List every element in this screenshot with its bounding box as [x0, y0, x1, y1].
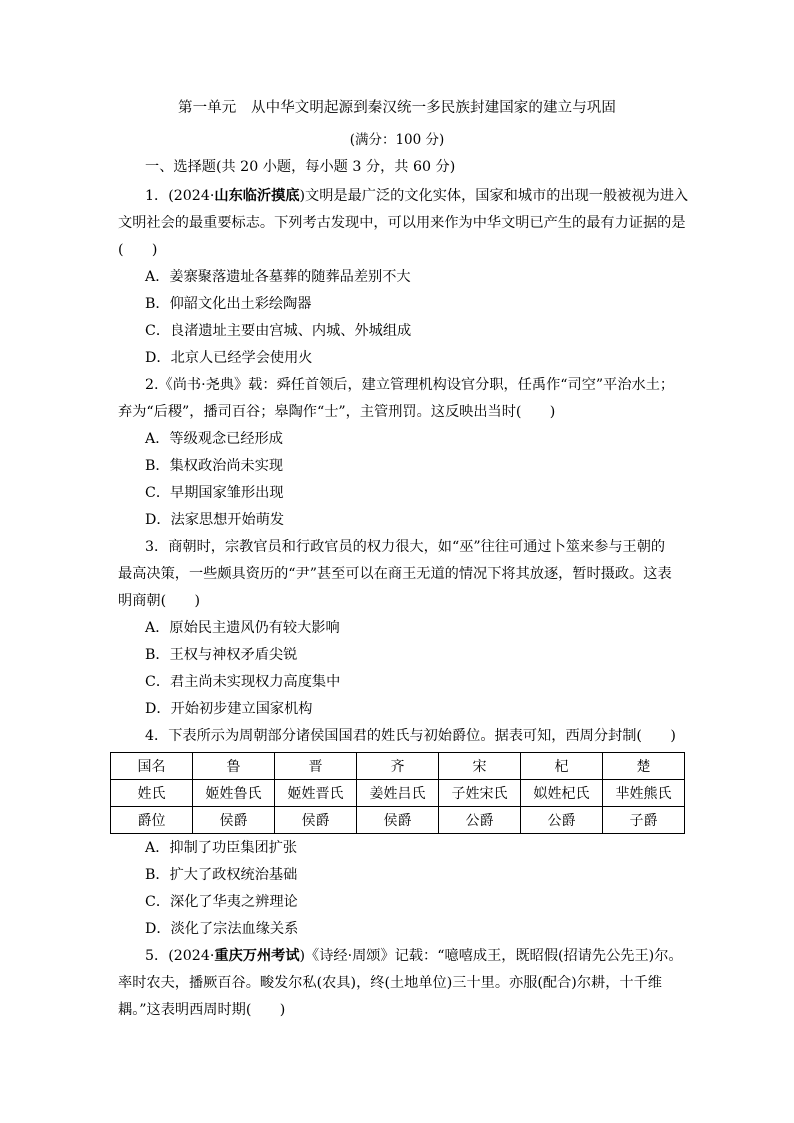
table-cell: 姜姓吕氏: [357, 780, 439, 807]
table-cell: 晋: [275, 753, 357, 780]
q1-option-d: D．北京人已经学会使用火: [145, 350, 313, 366]
table-cell: 子姓宋氏: [439, 780, 521, 807]
question-5-line-2: 率时农夫，播厥百谷。畯发尔私(农具)，终(土地单位)三十里。亦服(配合)尔耕，十千维: [118, 975, 662, 991]
table-cell: 齐: [357, 753, 439, 780]
q3-option-a: A．原始民主遗风仍有较大影响: [145, 620, 340, 636]
q1-prefix: 1．(2024·: [145, 188, 215, 204]
page-title: 第一单元 从中华文明起源到秦汉统一多民族封建国家的建立与巩固: [178, 100, 616, 116]
question-3-line-3: 明商朝( ): [118, 593, 201, 609]
question-4-stem: 4．下表所示为周朝部分诸侯国国君的姓氏与初始爵位。据表可知，西周分封制( ): [145, 728, 676, 744]
table-cell: 芈姓熊氏: [603, 780, 685, 807]
table-cell: 侯爵: [193, 807, 275, 834]
q2-option-c: C．早期国家雏形出现: [145, 485, 284, 501]
q3-option-c: C．君主尚未实现权力高度集中: [145, 674, 341, 690]
question-1-line-3: ( ): [118, 242, 158, 258]
q2-option-d: D．法家思想开始萌发: [145, 512, 285, 528]
q1-option-c: C．良渚遗址主要由宫城、内城、外城组成: [145, 323, 412, 339]
feudal-states-table: [110, 752, 685, 834]
table-cell: 姒姓杞氏: [521, 780, 603, 807]
q1-option-b: B．仰韶文化出土彩绘陶器: [145, 296, 312, 312]
question-2-line-2: 弃为“后稷”，播司百谷；皋陶作“士”，主管刑罚。这反映出当时( ): [118, 404, 556, 420]
table-cell: 宋: [439, 753, 521, 780]
q5-prefix: 5．(2024·: [145, 948, 215, 964]
q1-option-a: A．姜寨聚落遗址各墓葬的随葬品差别不大: [145, 269, 411, 285]
table-cell: 爵位: [111, 807, 193, 834]
table-cell: 楚: [603, 753, 685, 780]
table-cell: 子爵: [603, 807, 685, 834]
table-cell: 姬姓鲁氏: [193, 780, 275, 807]
table-cell: 侯爵: [275, 807, 357, 834]
table-row: [111, 780, 685, 807]
question-5-line-3: 耦。”这表明西周时期( ): [118, 1002, 286, 1018]
q5-stem-a: )《诗经·周颂》记载：“噫嘻成王，既昭假(招请先公先王)尔。: [299, 948, 683, 964]
q4-option-b: B．扩大了政权统治基础: [145, 867, 298, 883]
table-cell: 姓氏: [111, 780, 193, 807]
q2-option-b: B．集权政治尚未实现: [145, 458, 284, 474]
q2-option-a: A．等级观念已经形成: [145, 431, 283, 447]
table-cell: 国名: [111, 753, 193, 780]
table-cell: 杞: [521, 753, 603, 780]
question-1-line-1: [145, 186, 688, 206]
table-cell: 侯爵: [357, 807, 439, 834]
question-5-line-1: [145, 946, 683, 966]
q4-option-d: D．淡化了宗法血缘关系: [145, 921, 299, 937]
q1-source: 山东临沂摸底: [214, 188, 300, 204]
table-row: [111, 807, 685, 834]
q3-option-b: B．王权与神权矛盾尖锐: [145, 647, 298, 663]
q4-option-a: A．抑制了功臣集团扩张: [145, 840, 298, 856]
question-2-line-1: 2.《尚书·尧典》载：舜任首领后，建立管理机构设官分职，任禹作“司空”平治水土；: [145, 377, 675, 393]
question-3-line-2: 最高决策，一些颇具资历的“尹”甚至可以在商王无道的情况下将其放逐，暂时摄政。这表: [118, 566, 672, 582]
section-heading: 一、选择题(共 20 小题，每小题 3 分，共 60 分): [145, 159, 456, 175]
table-cell: 公爵: [439, 807, 521, 834]
table-cell: 鲁: [193, 753, 275, 780]
table-cell: 姬姓晋氏: [275, 780, 357, 807]
table-cell: 公爵: [521, 807, 603, 834]
table-row: [111, 753, 685, 780]
q4-option-c: C．深化了华夷之辨理论: [145, 894, 298, 910]
q3-option-d: D．开始初步建立国家机构: [145, 701, 313, 717]
q1-stem-a: )文明是最广泛的文化实体，国家和城市的出现一般被视为进入: [299, 188, 689, 204]
q5-source: 重庆万州考试: [214, 948, 300, 964]
question-1-line-2: 文明社会的最重要标志。下列考古发现中，可以用来作为中华文明已产生的最有力证据的是: [118, 215, 686, 231]
full-score-note: (满分：100 分): [349, 132, 445, 148]
question-3-line-1: 3．商朝时，宗教官员和行政官员的权力很大，如“巫”往往可通过卜筮来参与王朝的: [145, 539, 666, 555]
